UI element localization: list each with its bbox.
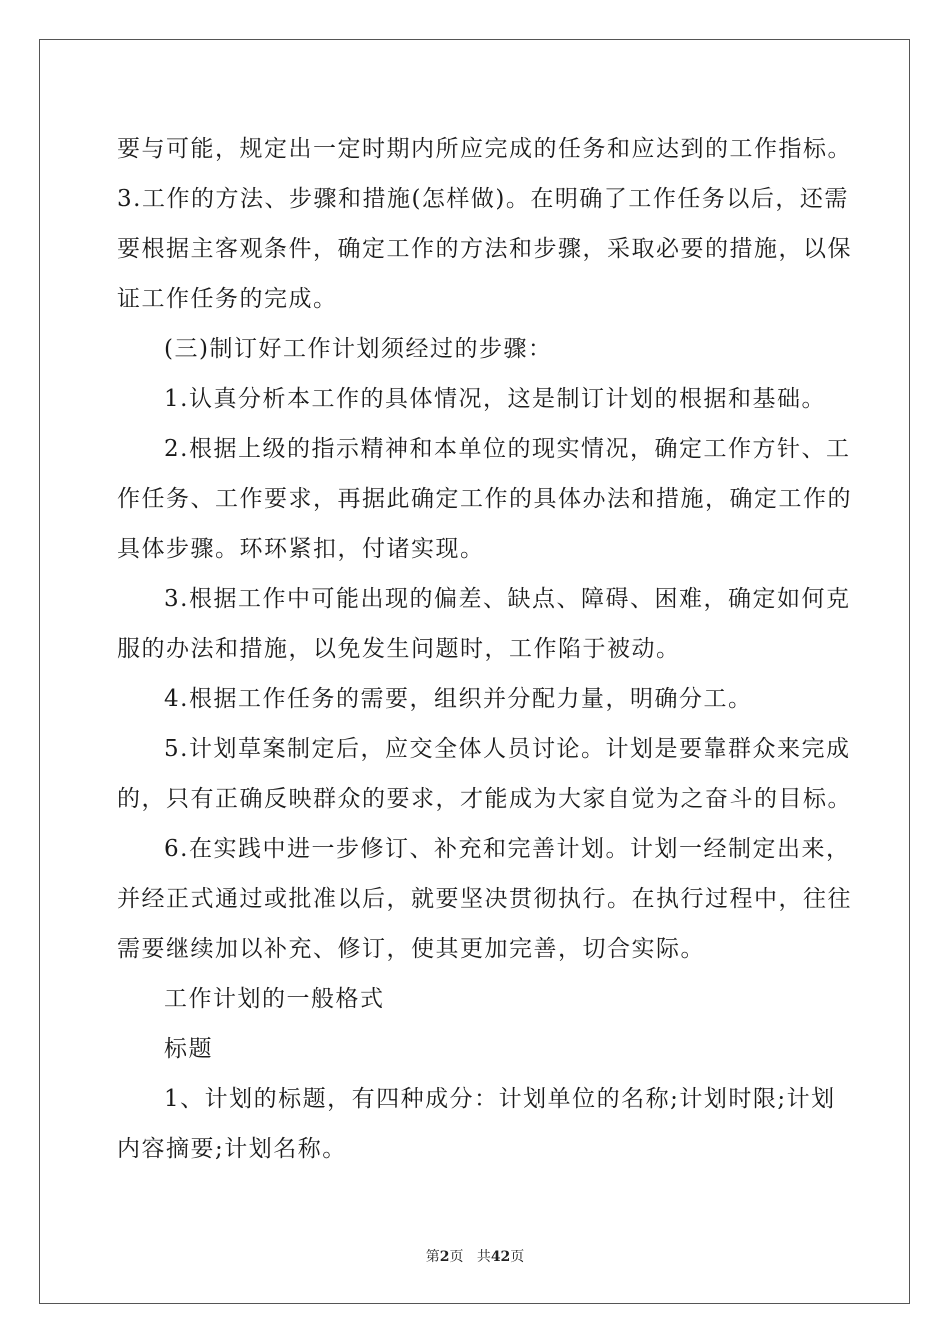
text-line: 4.根据工作任务的需要，组织并分配力量，明确分工。 [164, 686, 753, 712]
section-heading: 标题 [164, 1036, 213, 1062]
text-line: 3.根据工作中可能出现的偏差、缺点、障碍、困难，确定如何克 [164, 586, 851, 612]
text-line: 6.在实践中进一步修订、补充和完善计划。计划一经制定出来， [164, 836, 851, 862]
page-border [39, 39, 910, 1304]
text-line: 3.工作的方法、步骤和措施(怎样做)。在明确了工作任务以后，还需 [117, 186, 849, 212]
text-line: 要根据主客观条件，确定工作的方法和步骤，采取必要的措施，以保 [117, 236, 852, 262]
text-line: 并经正式通过或批准以后，就要坚决贯彻执行。在执行过程中，往往 [117, 886, 852, 912]
text-line: 的，只有正确反映群众的要求，才能成为大家自觉为之奋斗的目标。 [117, 786, 852, 812]
text-line: 1.认真分析本工作的具体情况，这是制订计划的根据和基础。 [164, 386, 826, 412]
text-line: 要与可能，规定出一定时期内所应完成的任务和应达到的工作指标。 [117, 136, 852, 162]
text-line: 1、计划的标题，有四种成分：计划单位的名称;计划时限;计划 [164, 1086, 836, 1112]
total-suffix: 页 [510, 1249, 525, 1265]
page-suffix: 页 [449, 1249, 464, 1265]
text-line: 服的办法和措施，以免发生问题时，工作陷于被动。 [117, 636, 681, 662]
section-heading: 工作计划的一般格式 [164, 986, 385, 1012]
text-line: 证工作任务的完成。 [117, 286, 338, 312]
text-line: 具体步骤。环环紧扣，付诸实现。 [117, 536, 485, 562]
text-line: 需要继续加以补充、修订，使其更加完善，切合实际。 [117, 936, 705, 962]
text-line: 5.计划草案制定后，应交全体人员讨论。计划是要靠群众来完成 [164, 736, 851, 762]
text-line: 内容摘要;计划名称。 [117, 1136, 347, 1162]
text-line: 作任务、工作要求，再据此确定工作的具体办法和措施，确定工作的 [117, 486, 852, 512]
total-prefix: 共 [476, 1249, 491, 1265]
section-heading: (三)制订好工作计划须经过的步骤： [164, 336, 553, 362]
page-number: 2 [439, 1249, 450, 1265]
total-pages: 42 [490, 1249, 511, 1265]
text-line: 2.根据上级的指示精神和本单位的现实情况，确定工作方针、工 [164, 436, 851, 462]
page-footer [0, 1246, 950, 1266]
page-prefix: 第 [425, 1249, 440, 1265]
